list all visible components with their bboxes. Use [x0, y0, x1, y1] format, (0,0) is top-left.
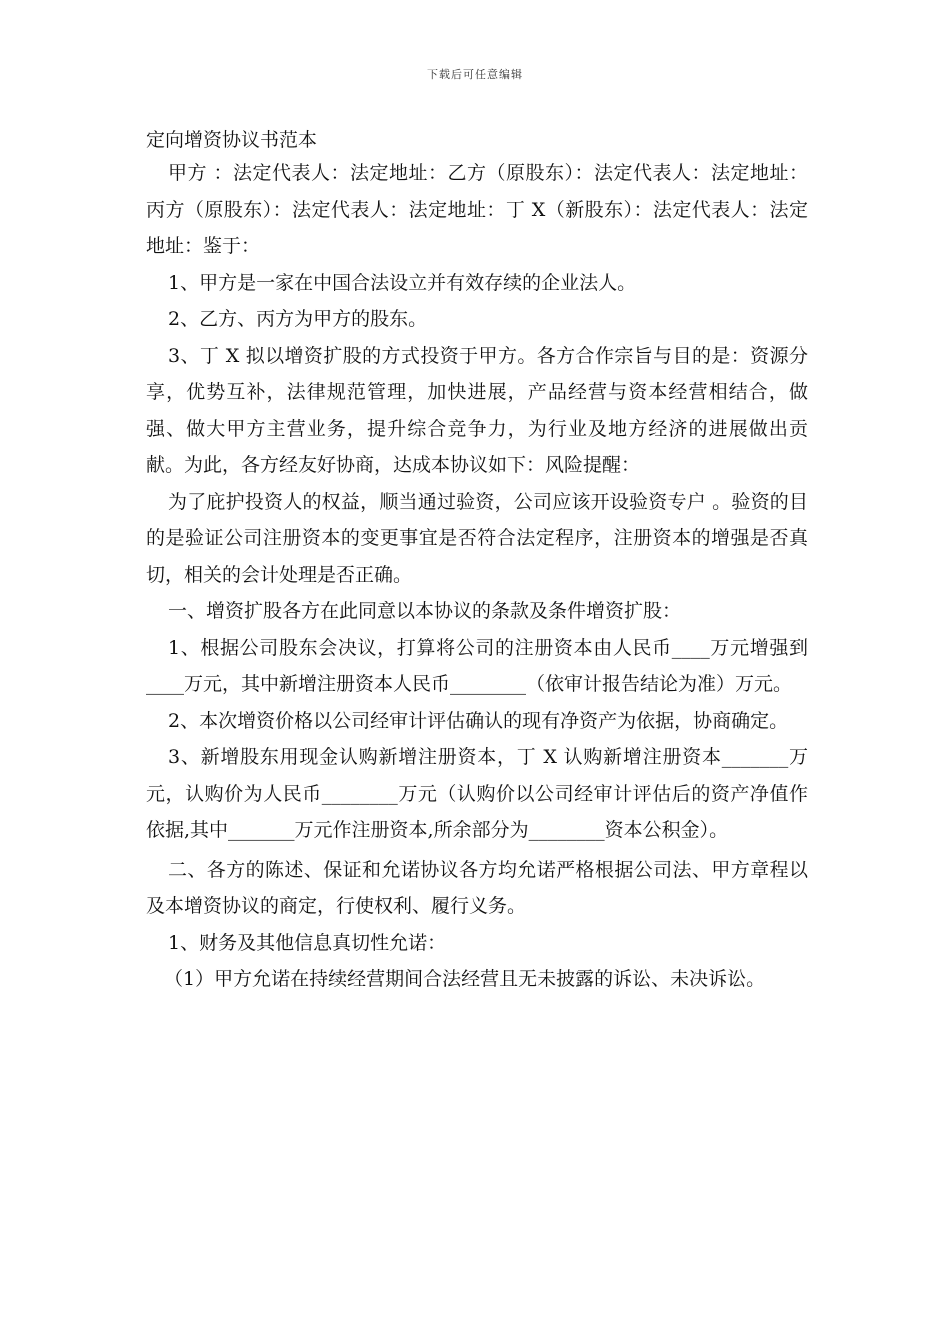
- section-2-heading: 二、各方的陈述、保证和允诺协议各方均允诺严格根据公司法、甲方章程以及本增资协议的商定，行使权利、履行义务。: [146, 858, 808, 917]
- recital-3: 3、丁 X 拟以增资扩股的方式投资于甲方。各方合作宗旨与目的是：资源分享，优势互补，法律规范管理，加快进展，产品经营与资本经营相结合，做强、做大甲方主营业务，提升综合竞争力，为行业及地方经济的进展做出贡献。为此，各方经友好协商，达成本协议如下：风险提醒：: [146, 344, 808, 476]
- section-2-clause-1: 1、财务及其他信息真切性允诺：: [168, 931, 447, 954]
- section-1-heading: 一、增资扩股各方在此同意以本协议的条款及条件增资扩股：: [168, 600, 682, 622]
- document-title: 定向增资协议书范本: [146, 129, 318, 151]
- risk-reminder-paragraph: 为了庇护投资人的权益，顺当通过验资，公司应该开设验资专户 。验资的目的是验证公司注册资本的变更事宜是否符合法定程序，注册资本的增强是否真切，相关的会计处理是否正确。: [146, 490, 808, 586]
- recital-1: 1、甲方是一家在中国合法设立并有效存续的企业法人。: [168, 271, 637, 294]
- document-body: [146, 155, 808, 998]
- section-1-clause-1: 1、根据公司股东会决议，打算将公司的注册资本由人民币____万元增强到____万元，其中新增注册资本人民币________（依审计报告结论为准）万元。: [146, 636, 808, 695]
- section-1-clause-3: 3、新增股东用现金认购新增注册资本，丁 X 认购新增注册资本_______万元，认购价为人民币________万元（认购价以公司经审计评估后的资产净值作依据,其中_______万元作注册资本,所余部分为________资本公积金）。: [146, 746, 808, 841]
- section-1-clause-2: 2、本次增资价格以公司经审计评估确认的现有净资产为依据，协商确定。: [168, 709, 789, 732]
- download-note-header: 下载后可任意编辑: [427, 68, 523, 81]
- section-2-clause-1-item-1: （1）甲方允诺在持续经营期间合法经营且无未披露的诉讼、未决诉讼。: [164, 968, 766, 990]
- parties-paragraph: 甲方 ：法定代表人：法定地址：乙方（原股东）：法定代表人：法定地址：丙方（原股东）：法定代表人：法定地址：丁 X（新股东）：法定代表人：法定地址：鉴于：: [146, 162, 808, 257]
- recital-2: 2、乙方、丙方为甲方的股东。: [168, 308, 428, 330]
